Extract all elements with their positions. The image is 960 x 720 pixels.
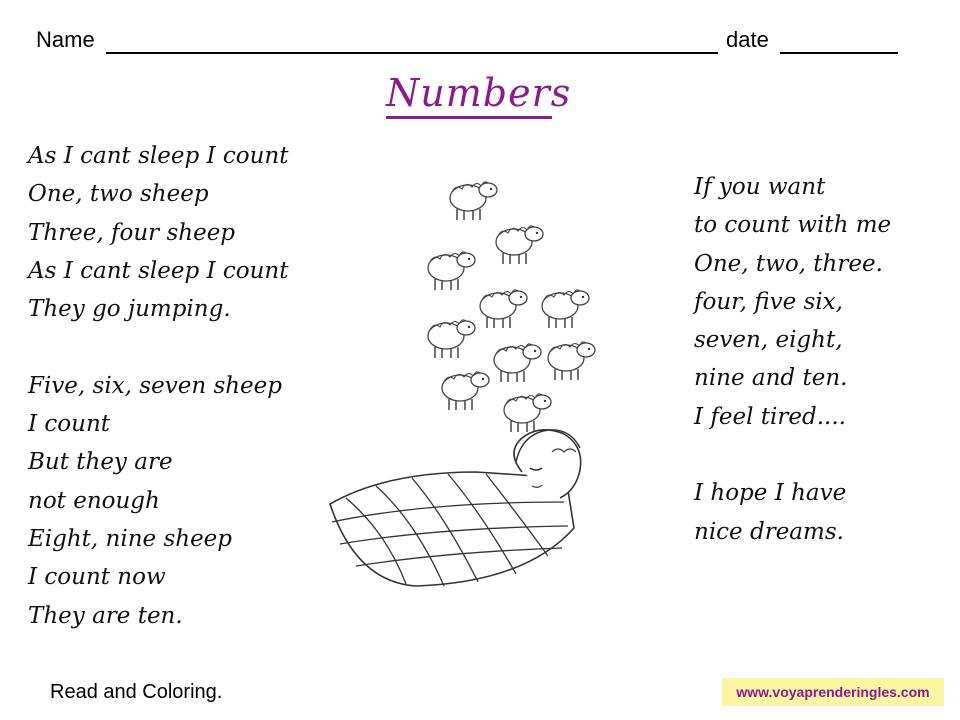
poem-right-column [694, 168, 891, 551]
poem-right-line: If you want [694, 174, 826, 200]
sheep-icon [450, 182, 497, 220]
instruction-text: Read and Coloring. [50, 681, 223, 703]
sheep-icon [504, 394, 551, 432]
sheep-icon [494, 344, 541, 382]
date-blank-line [780, 26, 898, 54]
poem-left-line: As I cant sleep I count [28, 257, 289, 284]
sheep-icon [480, 290, 527, 328]
poem-right-line: four, five six, [694, 288, 843, 315]
poem-right-line [694, 436, 891, 474]
poem-left-line: They are ten. [28, 602, 183, 629]
poem-right-line: nine and ten. [694, 365, 848, 392]
sheep-icon [428, 252, 475, 290]
sheep-and-sleeping-boy-illustration [326, 172, 606, 592]
poem-right-line: I hope I have [694, 480, 847, 507]
sheep-icon [548, 342, 595, 380]
poem-left-line: One, two sheep [28, 181, 209, 208]
name-label: Name [36, 27, 95, 52]
sheep-icon [496, 226, 543, 264]
poem-left-line: I count now [28, 564, 166, 591]
poem-left-line: But they are [28, 449, 173, 476]
poem-left-line: I count [28, 411, 110, 438]
date-label: date [726, 27, 769, 52]
sheep-icon [542, 290, 589, 328]
poem-left-line: They go jumping. [28, 296, 231, 323]
name-blank-line [106, 26, 718, 54]
poem-right-line: One, two, three. [694, 250, 883, 277]
poem-left-line: As I cant sleep I count [28, 143, 289, 169]
poem-right-line: I feel tired.... [694, 403, 846, 430]
sheep-icon [428, 320, 475, 358]
poem-left-line: Three, four sheep [28, 219, 236, 246]
sheep-icon [442, 372, 489, 410]
sleeping-boy-icon [330, 430, 581, 586]
poem-left-column [28, 137, 289, 635]
poem-right-line: to count with me [694, 212, 892, 239]
poem-right-line: seven, eight, [694, 327, 843, 354]
poem-left-line: Five, six, seven sheep [28, 372, 282, 399]
poem-right-line: nice dreams. [694, 518, 844, 545]
page-title: Numbers [386, 70, 552, 119]
poem-left-line [28, 328, 289, 366]
poem-left-line: Eight, nine sheep [28, 525, 233, 552]
poem-left-line: not enough [28, 487, 160, 514]
website-link[interactable]: www.voyaprenderingles.com [722, 678, 944, 706]
